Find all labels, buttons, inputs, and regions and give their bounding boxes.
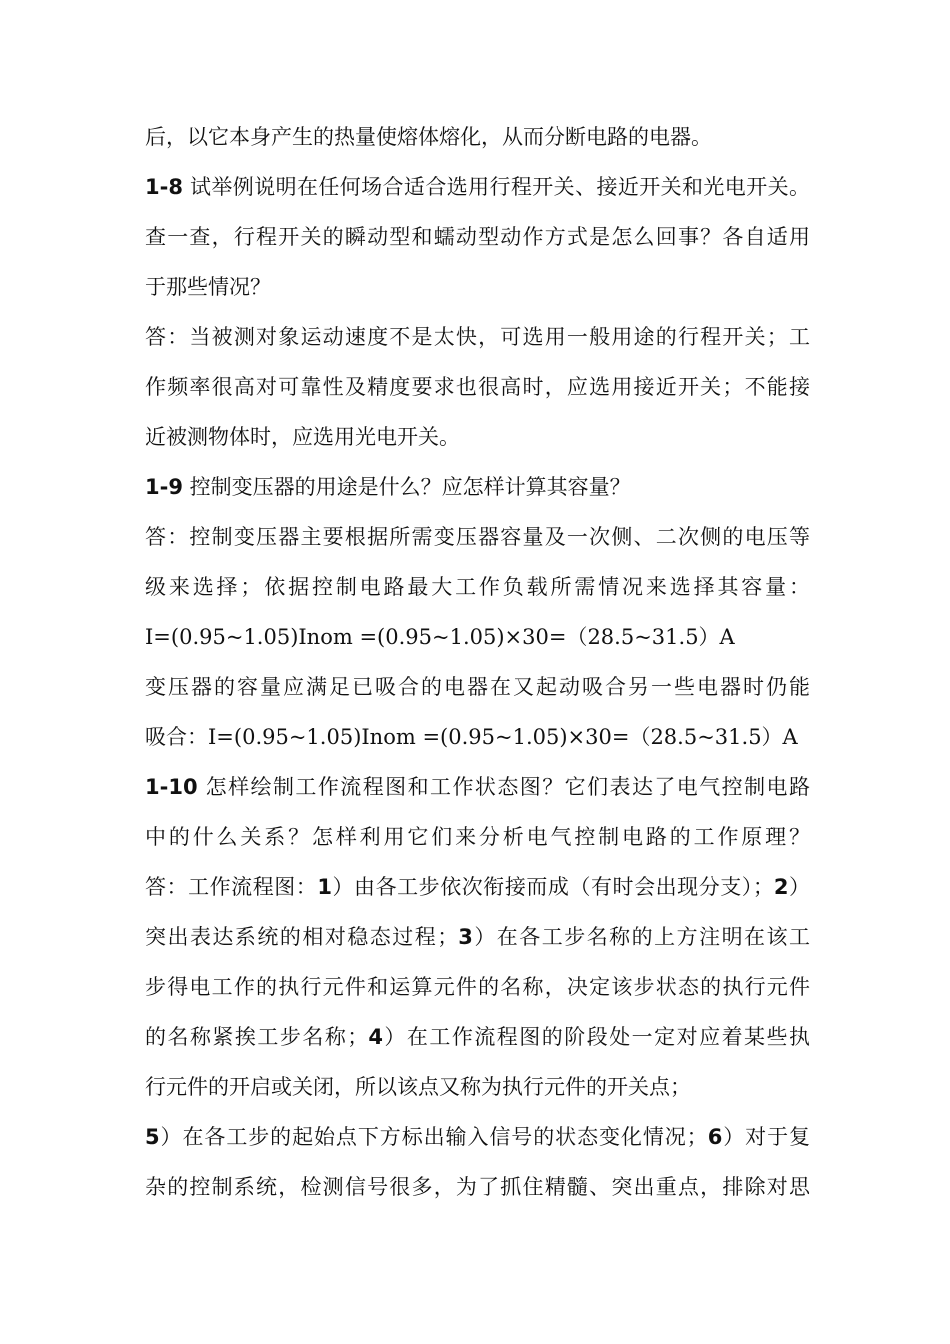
bold-number: 4 xyxy=(368,1025,383,1049)
text-segment: I=(0.95~1.05)Inom =(0.95~1.05)×30=（28.5~31.5）A xyxy=(145,625,735,649)
bold-number: 6 xyxy=(707,1125,723,1149)
text-segment: 行元件的开启或关闭，所以该点又称为执行元件的开关点； xyxy=(145,1075,691,1099)
text-segment: 近被测物体时，应选用光电开关。 xyxy=(145,425,460,449)
text-line xyxy=(145,262,810,312)
text-line xyxy=(145,612,810,662)
text-line xyxy=(145,1012,810,1062)
text-segment: 中的什么关系？怎样利用它们来分析电气控制电路的工作原理？ xyxy=(145,825,810,849)
text-line xyxy=(145,512,810,562)
text-line xyxy=(145,212,810,262)
document-body xyxy=(145,112,810,1212)
text-line xyxy=(145,1062,810,1112)
text-line xyxy=(145,1162,810,1212)
bold-number: 1-9 xyxy=(145,475,183,499)
text-segment: 作频率很高对可靠性及精度要求也很高时，应选用接近开关；不能接 xyxy=(145,375,810,399)
text-line xyxy=(145,312,810,362)
text-segment: 后，以它本身产生的热量使熔体熔化，从而分断电路的电器。 xyxy=(145,125,712,149)
text-segment: 的名称紧挨工步名称； xyxy=(145,1025,369,1049)
text-line xyxy=(145,462,810,512)
text-line xyxy=(145,412,810,462)
text-line xyxy=(145,562,810,612)
text-line xyxy=(145,962,810,1012)
text-segment: 查一查，行程开关的瞬动型和蠕动型动作方式是怎么回事？各自适用 xyxy=(145,225,810,249)
text-line xyxy=(145,912,810,962)
text-line xyxy=(145,712,810,762)
text-line xyxy=(145,762,810,812)
bold-number: 2 xyxy=(773,875,789,899)
text-segment: 答：当被测对象运动速度不是太快，可选用一般用途的行程开关；工 xyxy=(145,325,810,349)
text-segment: 吸合：I=(0.95~1.05)Inom =(0.95~1.05)×30=（28.5~31.5）A xyxy=(145,725,798,749)
text-segment: 答：控制变压器主要根据所需变压器容量及一次侧、二次侧的电压等 xyxy=(145,525,810,549)
text-line xyxy=(145,112,810,162)
text-segment: 试举例说明在任何场合适合选用行程开关、接近开关和光电开关。 xyxy=(182,175,810,199)
text-segment: 控制变压器的用途是什么？应怎样计算其容量？ xyxy=(182,475,631,499)
text-line xyxy=(145,362,810,412)
text-segment: ）在工作流程图的阶段处一定对应着某些执 xyxy=(382,1025,810,1049)
text-segment: 突出表达系统的相对稳态过程； xyxy=(145,925,459,949)
bold-number: 1 xyxy=(317,875,332,899)
text-segment: 步得电工作的执行元件和运算元件的名称，决定该步状态的执行元件 xyxy=(145,975,810,999)
bold-number: 3 xyxy=(458,925,473,949)
text-segment: 于那些情况？ xyxy=(145,275,271,299)
bold-number: 1-8 xyxy=(145,175,183,199)
text-line xyxy=(145,862,810,912)
text-segment: ）由各工步依次衔接而成（有时会出现分支）； xyxy=(331,875,774,899)
text-segment: 怎样绘制工作流程图和工作状态图？它们表达了电气控制电路 xyxy=(197,775,810,799)
text-segment: 答：工作流程图： xyxy=(145,875,318,899)
text-line xyxy=(145,1112,810,1162)
text-segment: ）在各工步的起始点下方标出输入信号的状态变化情况； xyxy=(159,1125,708,1149)
text-segment: 杂的控制系统，检测信号很多，为了抓住精髓、突出重点，排除对思 xyxy=(145,1175,810,1199)
text-segment: ）对于复 xyxy=(722,1125,810,1149)
text-segment: ） xyxy=(788,875,810,899)
text-segment: ）在各工步名称的上方注明在该工 xyxy=(472,925,810,949)
text-segment: 变压器的容量应满足已吸合的电器在又起动吸合另一些电器时仍能 xyxy=(145,675,810,699)
text-line xyxy=(145,162,810,212)
text-line xyxy=(145,662,810,712)
text-line xyxy=(145,812,810,862)
bold-number: 1-10 xyxy=(145,775,198,799)
text-segment: 级来选择；依据控制电路最大工作负载所需情况来选择其容量： xyxy=(145,575,810,599)
bold-number: 5 xyxy=(145,1125,160,1149)
